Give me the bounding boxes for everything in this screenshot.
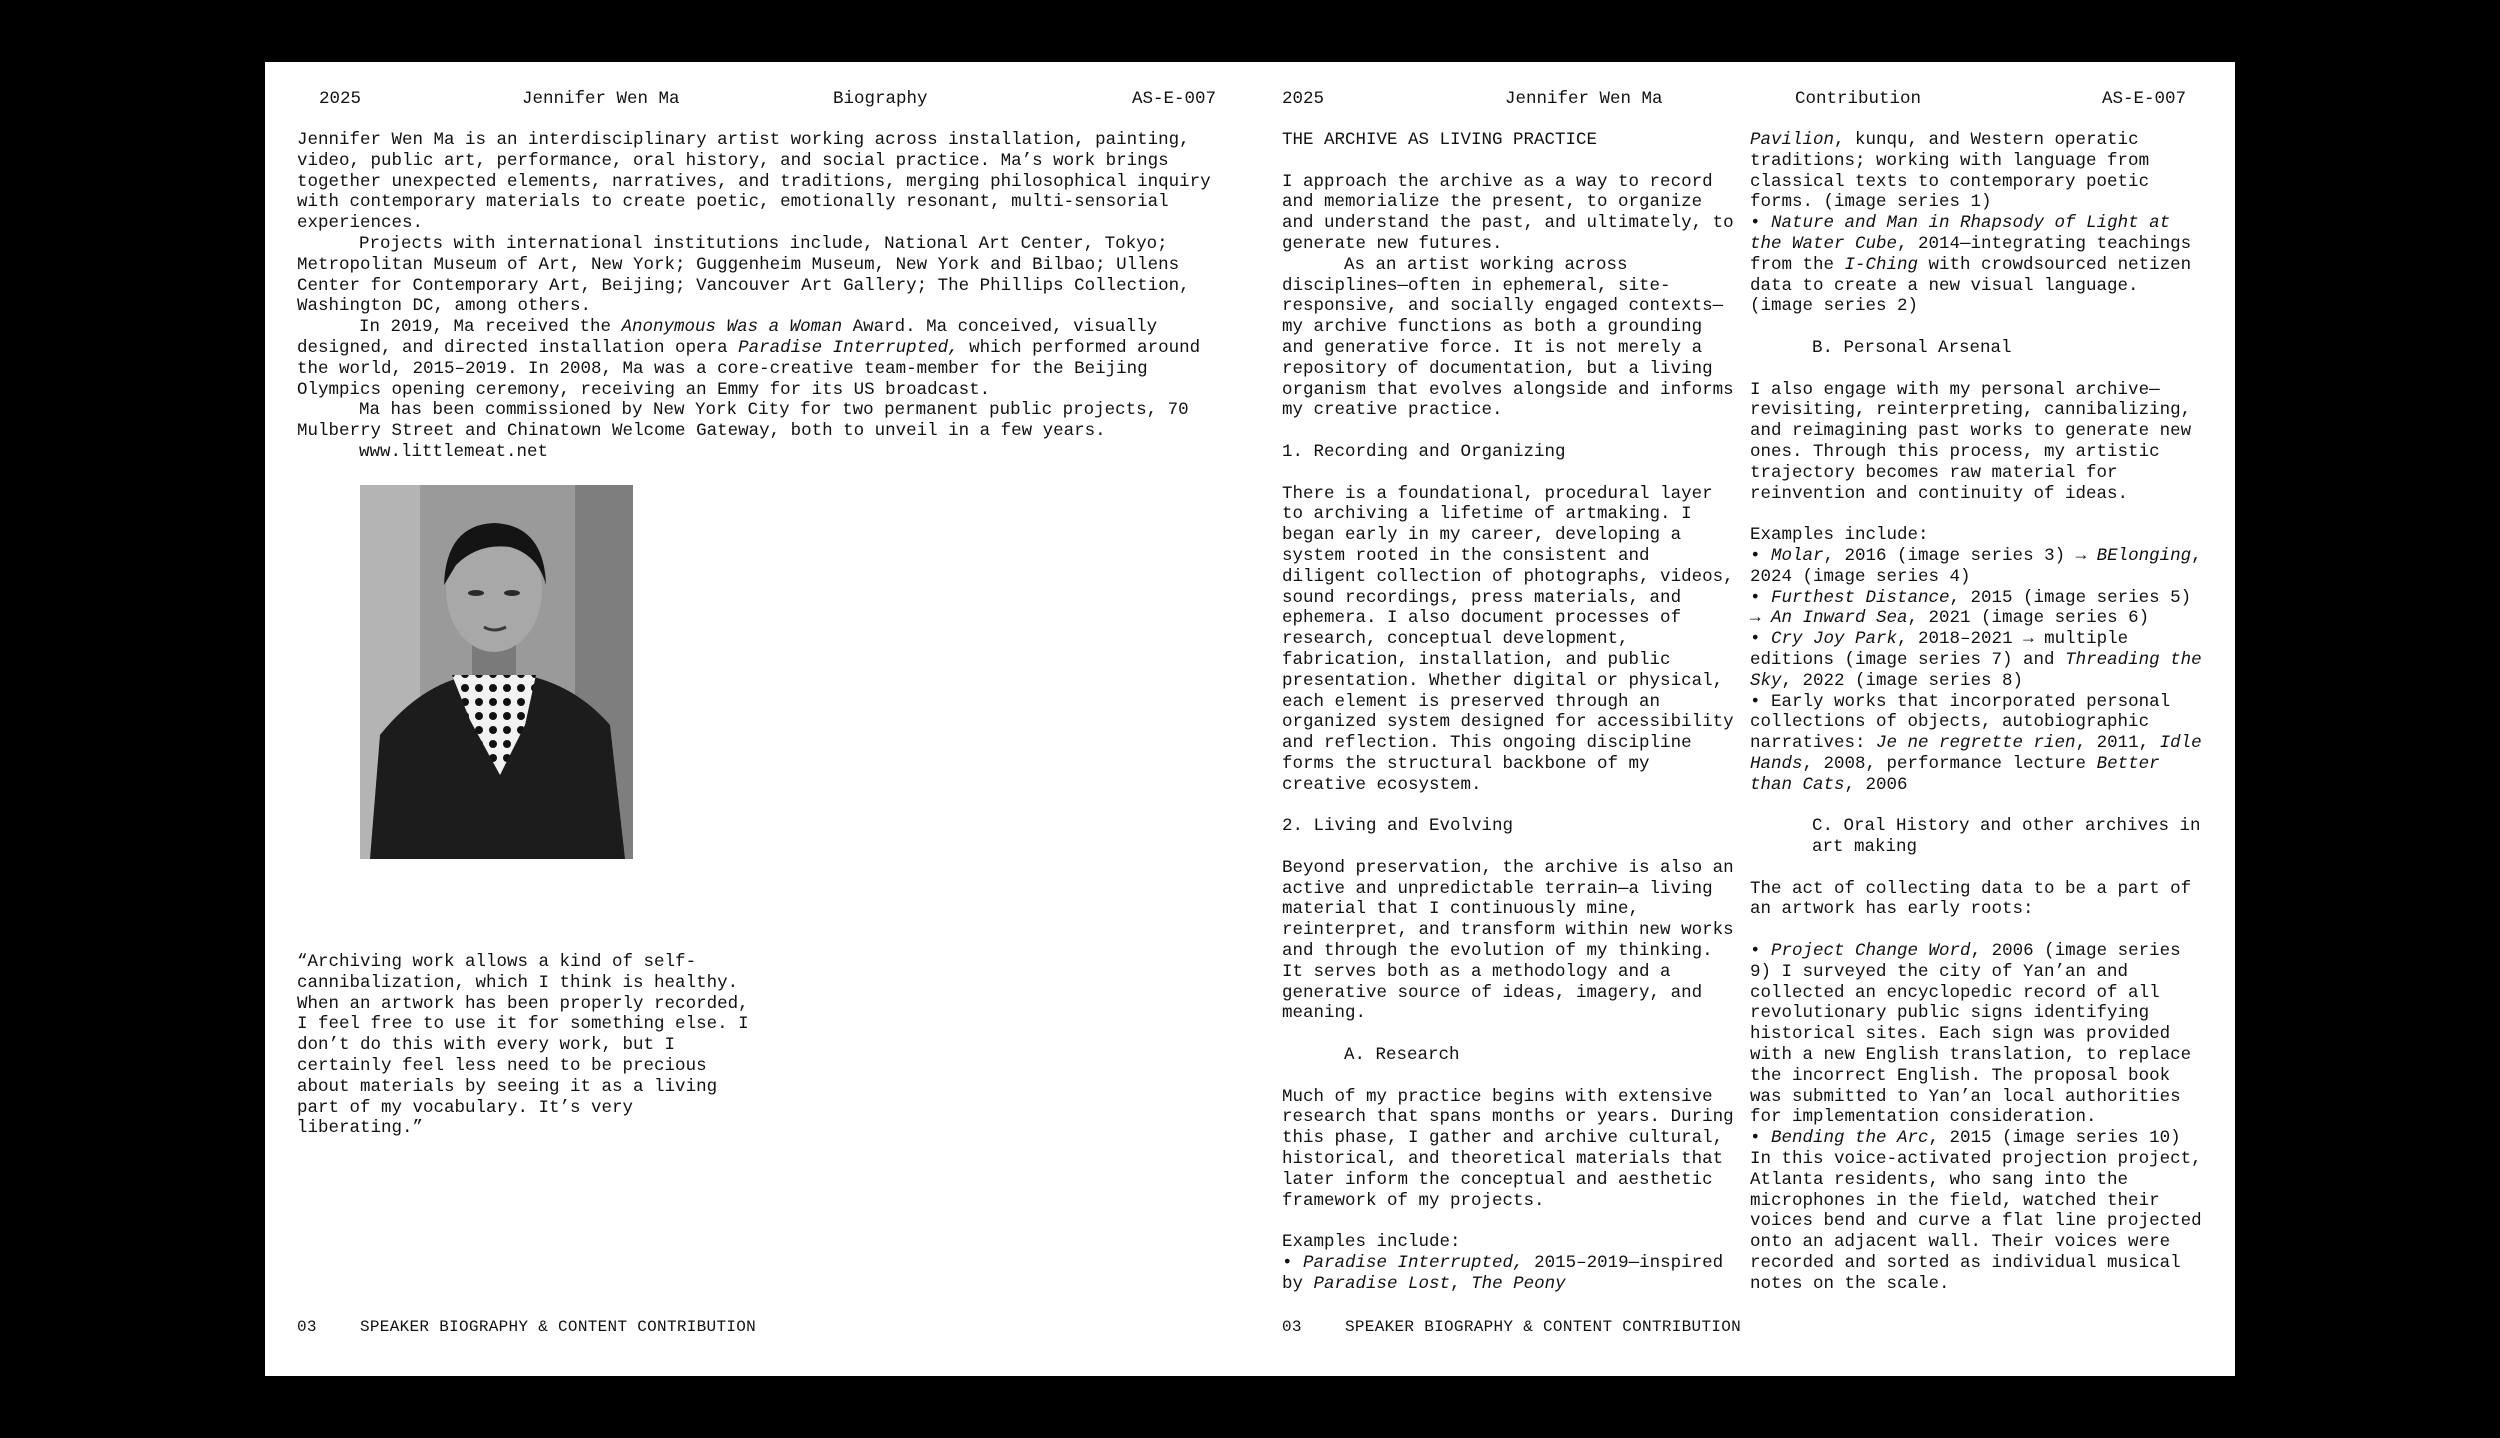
subsection-heading: C. Oral History and other archives in art making bbox=[1812, 816, 2201, 858]
header-year: 2025 bbox=[319, 89, 362, 109]
example-item: • Bending the Arc, 2015 (image series 10) In this voice-activated projection project, Atlanta residents, who sang into the microphones in the field, watched their voices bend and curve a flat line projected onto an adjacent wall. Their voices were recorded and sorted as individual musical notes on the scale. bbox=[1750, 1128, 2202, 1294]
essay-title: THE ARCHIVE AS LIVING PRACTICE bbox=[1282, 130, 1598, 150]
essay-paragraph: As an artist working across disciplines—often in ephemeral, site-responsive, and socially engaged contexts—my archive functions as both a grounding and generative force. It is not merely a repository of documentation, but a living organism that evolves alongside and informs my creative practice. bbox=[1282, 254, 1734, 421]
footer-label: SPEAKER BIOGRAPHY & CONTENT CONTRIBUTION bbox=[360, 1318, 757, 1336]
examples-label: Examples include: bbox=[1282, 1232, 1461, 1253]
example-item: • Cry Joy Park, 2018–2021 → multiple editions (image series 7) and Threading the Sky, 2022 (image series 8) bbox=[1750, 629, 2202, 691]
example-item: • Molar, 2016 (image series 3) → BElonging, 2024 (image series 4) bbox=[1750, 545, 2202, 587]
subsection-heading: A. Research bbox=[1344, 1045, 1460, 1066]
footer-page-number: 03 bbox=[297, 1318, 317, 1336]
example-item: • Early works that incorporated personal collections of objects, autobiographic narratives: Je ne regrette rien, 2011, Idle Hands, 2008, performance lecture Better than Cats, 2006 bbox=[1750, 691, 2202, 795]
essay-paragraph: There is a foundational, procedural layer to archiving a lifetime of artmaking. I began early in my career, developing a system rooted in the consistent and diligent collection of photographs, videos, sound recordings, press materials, and ephemera. I also document processes of research, conceptual development, fabrication, installation, and public presentation. Whether digital or physical, each element is preserved through an organized system designed for accessibility and reflection. This ongoing discipline forms the structural backbone of my creative ecosystem. bbox=[1282, 483, 1734, 795]
essay-paragraph: I also engage with my personal archive—revisiting, reinterpreting, cannibalizing, and reimagining past works to generate new ones. Through this process, my artistic trajectory becomes raw material for reinvention and continuity of ideas. bbox=[1750, 379, 2192, 504]
header-section: Biography bbox=[833, 89, 928, 109]
footer-page-number: 03 bbox=[1282, 1318, 1302, 1336]
website-link[interactable]: www.littlemeat.net bbox=[359, 441, 549, 462]
example-item: • Paradise Interrupted, 2015–2019—inspired by Paradise Lost, The Peony bbox=[1282, 1253, 1724, 1294]
header-author: Jennifer Wen Ma bbox=[522, 89, 680, 109]
essay-paragraph: The act of collecting data to be a part of an artwork has early roots: bbox=[1750, 878, 2192, 920]
example-item-continued: Pavilion, kunqu, and Western operatic traditions; working with language from classical texts to contemporary poetic forms. (image series 1) bbox=[1750, 130, 2150, 213]
section-heading: 1. Recording and Organizing bbox=[1282, 441, 1566, 462]
contribution-column-2 bbox=[1750, 130, 2210, 1295]
section-heading: 2. Living and Evolving bbox=[1282, 816, 1514, 837]
header-code: AS-E-007 bbox=[2102, 89, 2187, 109]
bio-paragraph: Ma has been commissioned by New York City for two permanent public projects, 70 Mulberry Street and Chinatown Welcome Gateway, both to unveil in a few years. bbox=[297, 400, 1189, 442]
left-page bbox=[265, 62, 1250, 1376]
artist-portrait bbox=[360, 485, 633, 859]
header-code: AS-E-007 bbox=[1132, 89, 1217, 109]
header-author: Jennifer Wen Ma bbox=[1505, 89, 1663, 109]
essay-paragraph: Beyond preservation, the archive is also an active and unpredictable terrain—a living material that I continuously mine, reinterpret, and transform within new works and through the evolution of my thinking. It serves both as a methodology and a generative source of ideas, imagery, and meaning. bbox=[1282, 857, 1734, 1024]
bio-paragraph: Projects with international institutions include, National Art Center, Tokyo; Metropolitan Museum of Art, New York; Guggenheim Museum, New York and Bilbao; Ullens Center for Contemporary Art, Beijing; Vancouver Art Gallery; The Phillips Collection, Washington DC, among others. bbox=[297, 233, 1190, 317]
essay-paragraph: Much of my practice begins with extensive research that spans months or years. During this phase, I gather and archive cultural, historical, and theoretical materials that later inform the conceptual and aesthetic framework of my projects. bbox=[1282, 1086, 1734, 1211]
bio-paragraph: In 2019, Ma received the Anonymous Was a Woman Award. Ma conceived, visually designed, and directed installation opera Paradise Interrupted, which performed around the world, 2015–2019. In 2008, Ma was a core-creative team-member for the Beijing Olympics opening ceremony, receiving an Emmy for its US broadcast. bbox=[297, 317, 1201, 400]
right-page bbox=[1250, 62, 2235, 1376]
biography-text bbox=[297, 130, 1217, 463]
essay-paragraph: I approach the archive as a way to record and memorialize the present, to organize and understand the past, and ultimately, to generate new futures. bbox=[1282, 171, 1734, 254]
example-item: • Project Change Word, 2006 (image series 9) I surveyed the city of Yan’an and collected an encyclopedic record of all revolutionary public signs identifying historical sites. Each sign was provided with a new English translation, to replace the incorrect English. The proposal book was submitted to Yan’an local authorities for implementation consideration. bbox=[1750, 941, 2192, 1128]
example-item: • Furthest Distance, 2015 (image series 5) → An Inward Sea, 2021 (image series 6) bbox=[1750, 587, 2192, 629]
examples-label: Examples include: bbox=[1750, 525, 1929, 546]
book-spread bbox=[265, 62, 2235, 1376]
pull-quote bbox=[297, 952, 767, 1139]
quote-text: “Archiving work allows a kind of self-cannibalization, which I think is healthy. When an artwork has been properly recorded, I feel free to use it for something else. I don’t do this with every work, but I certainly feel less need to be precious about materials by seeing it as a living part of my vocabulary. It’s very liberating.” bbox=[297, 952, 749, 1139]
contribution-column-1 bbox=[1282, 130, 1742, 1295]
header-year: 2025 bbox=[1282, 89, 1325, 109]
header-section: Contribution bbox=[1795, 89, 1922, 109]
example-item: • Nature and Man in Rhapsody of Light at the Water Cube, 2014—integrating teachings from the I-Ching with crowdsourced netizen data to create a new visual language. (image series 2) bbox=[1750, 213, 2192, 317]
bio-paragraph: Jennifer Wen Ma is an interdisciplinary artist working across installation, painting, video, public art, performance, oral history, and social practice. Ma’s work brings together unexpected elements, narratives, and traditions, merging philosophical inquiry with contemporary materials to create poetic, emotionally resonant, multi-sensorial experiences. bbox=[297, 130, 1211, 234]
subsection-heading: B. Personal Arsenal bbox=[1812, 337, 2012, 358]
footer-label: SPEAKER BIOGRAPHY & CONTENT CONTRIBUTION bbox=[1345, 1318, 1742, 1336]
